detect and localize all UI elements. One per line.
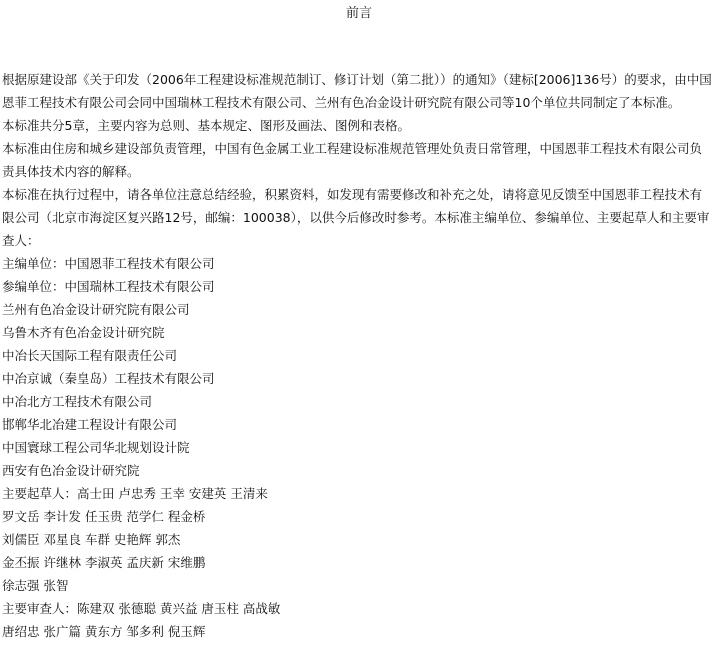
paragraph-management: 本标准由住房和城乡建设部负责管理，中国有色金属工业工程建设标准规范管理处负责日常管理，中国恩菲工程技术有限公司负责具体技术内容的解释。 (2, 141, 703, 179)
page-title: 前言 (345, 6, 372, 21)
chief-editor-unit: 主编单位：中国恩菲工程技术有限公司 (2, 256, 215, 271)
participating-unit-line: 中冶北方工程技术有限公司 (2, 394, 153, 409)
participating-unit-line: 乌鲁木齐有色冶金设计研究院 (2, 325, 165, 340)
drafters-line: 徐志强 张智 (2, 578, 69, 593)
drafters-line: 主要起草人：高士田 卢忠秀 王幸 安建英 王清来 (2, 486, 268, 501)
document-body (2, 68, 714, 643)
drafters-line: 刘儒臣 邓星良 车群 史艳辉 郭杰 (2, 532, 181, 547)
participating-unit-line: 西安有色冶金设计研究院 (2, 463, 140, 478)
participating-unit-line: 中冶长天国际工程有限责任公司 (2, 348, 178, 363)
drafters-line: 罗文岳 李计发 任玉贵 范学仁 程金桥 (2, 509, 206, 524)
participating-unit: 参编单位：中国瑞林工程技术有限公司 (2, 279, 215, 294)
paragraph-basis: 根据原建设部《关于印发（2006年工程建设标准规范制订、修订计划（第二批））的通知》（建标[2006]136号）的要求，由中国恩菲工程技术有限公司会同中国瑞林工程技术有限公司、兰州有色冶金设计研究院有限公司等10个单位共同制定了本标准。 (2, 72, 712, 110)
participating-unit-line: 中冶京诚（秦皇岛）工程技术有限公司 (2, 371, 215, 386)
participating-unit-line: 邯郸华北冶建工程设计有限公司 (2, 417, 178, 432)
reviewers-line: 唐绍忠 张广篇 黄东方 邹多利 倪玉辉 (2, 624, 206, 639)
participating-unit-line: 兰州有色冶金设计研究院有限公司 (2, 302, 190, 317)
paragraph-feedback: 本标准在执行过程中，请各单位注意总结经验，积累资料，如发现有需要修改和补充之处，请将意见反馈至中国恩菲工程技术有限公司（北京市海淀区复兴路12号，邮编：100038），以供今后修改时参考。本标准主编单位、参编单位、主要起草人和主要审查人： (2, 187, 710, 248)
reviewers-line: 主要审查人：陈建双 张德聪 黄兴益 唐玉柱 高战敏 (2, 601, 281, 616)
drafters-line: 金丕振 许继林 李淑英 孟庆新 宋维鹏 (2, 555, 206, 570)
paragraph-chapters: 本标准共分5章，主要内容为总则、基本规定、图形及画法、图例和表格。 (2, 118, 410, 133)
participating-unit-line: 中国寰球工程公司华北规划设计院 (2, 440, 190, 455)
